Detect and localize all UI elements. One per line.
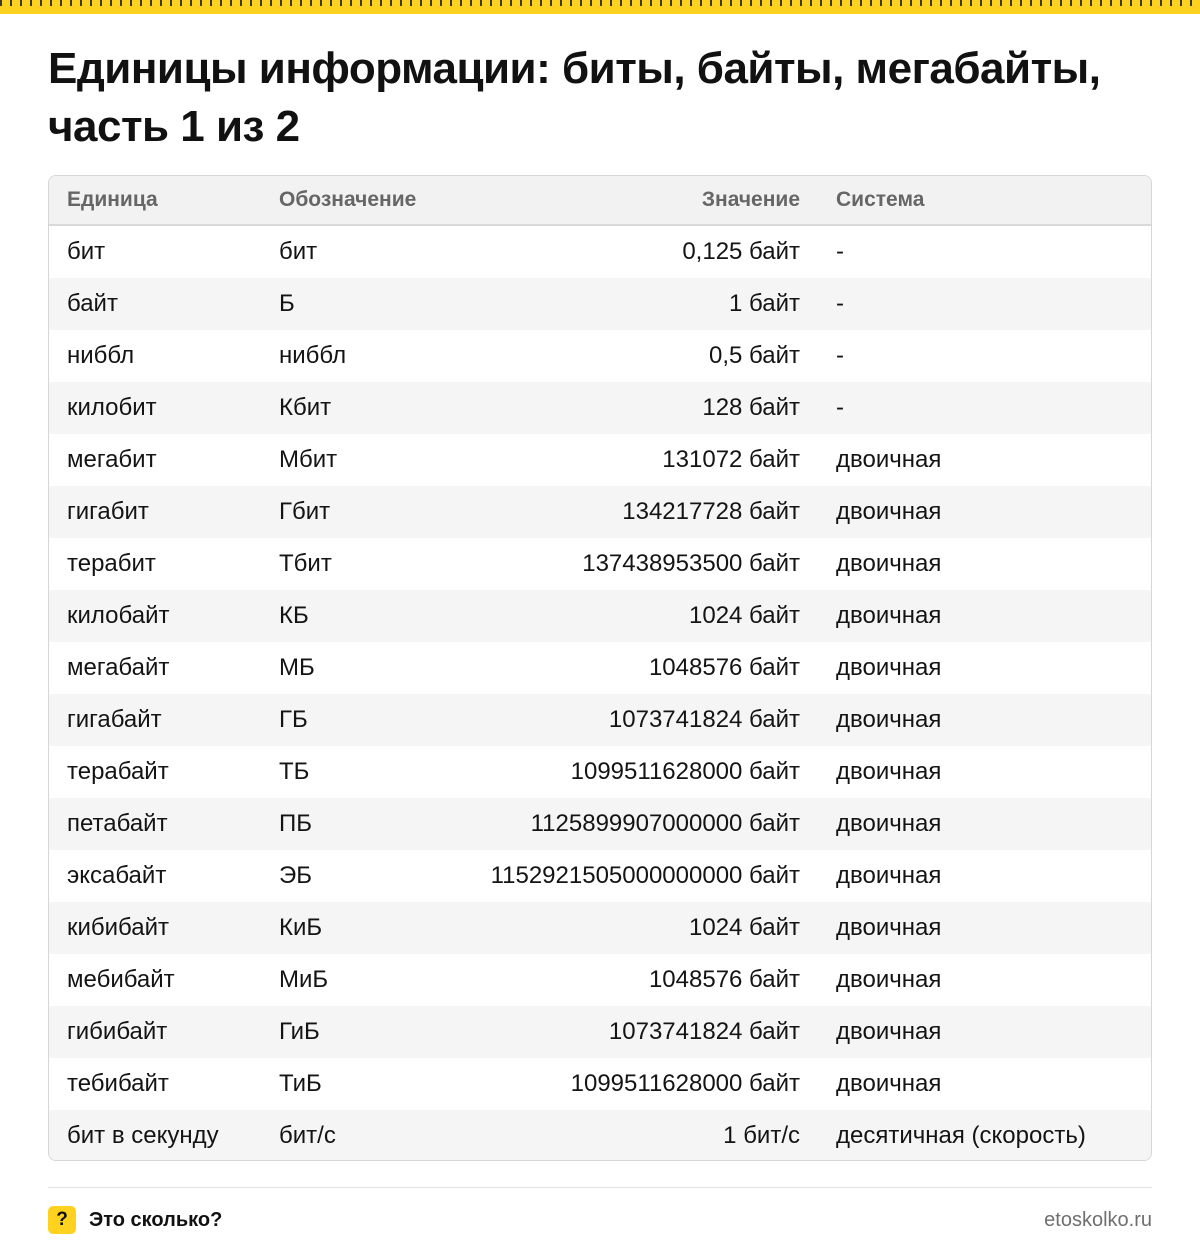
cell-symbol: Мбит bbox=[279, 446, 338, 473]
cell-unit: мебибайт bbox=[67, 966, 175, 993]
cell-value: 134217728 байт bbox=[461, 486, 818, 538]
table-row bbox=[49, 1006, 1151, 1058]
cell-unit: мегабайт bbox=[67, 654, 170, 681]
footer-brand bbox=[48, 1206, 222, 1234]
cell-symbol: Тбит bbox=[279, 550, 332, 577]
cell-symbol: МБ bbox=[279, 654, 315, 681]
cell-value: 1 байт bbox=[461, 278, 818, 330]
table-row bbox=[49, 642, 1151, 694]
cell-symbol: КБ bbox=[261, 590, 461, 642]
site-url: etoskolko.ru bbox=[1044, 1209, 1152, 1231]
cell-system: двоичная bbox=[836, 654, 942, 681]
cell-symbol: ниббл bbox=[279, 342, 347, 369]
cell-unit: гибибайт bbox=[49, 1006, 261, 1058]
table-row bbox=[49, 1110, 1151, 1161]
table-row bbox=[49, 330, 1151, 382]
cell-unit: байт bbox=[49, 278, 261, 330]
table-row bbox=[49, 954, 1151, 1006]
cell-unit: килобайт bbox=[49, 590, 261, 642]
cell-unit: петабайт bbox=[49, 798, 261, 850]
cell-symbol: бит bbox=[279, 238, 318, 265]
cell-value: 1073741824 байт bbox=[461, 1006, 818, 1058]
cell-symbol: ГиБ bbox=[261, 1006, 461, 1058]
cell-system: двоичная bbox=[818, 694, 1151, 746]
cell-system: десятичная (скорость) bbox=[818, 1110, 1151, 1161]
cell-system: двоичная bbox=[836, 550, 942, 577]
cell-system: двоичная bbox=[818, 1006, 1151, 1058]
table-row bbox=[49, 225, 1151, 278]
cell-system: - bbox=[836, 342, 844, 369]
cell-system: - bbox=[818, 382, 1151, 434]
table-row bbox=[49, 694, 1151, 746]
cell-value: 137438953500 байт bbox=[582, 550, 800, 577]
header-symbol: Обозначение bbox=[261, 176, 461, 225]
table-row bbox=[49, 902, 1151, 954]
table-row bbox=[49, 850, 1151, 902]
table-row bbox=[49, 590, 1151, 642]
table-header-row bbox=[49, 176, 1151, 225]
cell-value: 1099511628000 байт bbox=[570, 1070, 800, 1097]
cell-value: 1099511628000 байт bbox=[570, 758, 800, 785]
table-row bbox=[49, 382, 1151, 434]
cell-symbol: Б bbox=[261, 278, 461, 330]
table-row bbox=[49, 278, 1151, 330]
cell-symbol: ЭБ bbox=[279, 862, 312, 889]
cell-value: 128 байт bbox=[461, 382, 818, 434]
cell-unit: бит bbox=[67, 238, 106, 265]
table-body bbox=[49, 225, 1151, 1161]
cell-value: 0,125 байт bbox=[682, 238, 800, 265]
question-badge-icon: ? bbox=[48, 1206, 76, 1234]
cell-unit: мегабит bbox=[67, 446, 157, 473]
cell-symbol: ГБ bbox=[261, 694, 461, 746]
brand-name: Это сколько? bbox=[89, 1208, 223, 1231]
cell-system: двоичная bbox=[836, 1070, 942, 1097]
cell-unit: кибибайт bbox=[49, 902, 261, 954]
cell-unit: гигабит bbox=[49, 486, 261, 538]
units-table bbox=[49, 176, 1151, 1161]
cell-system: двоичная bbox=[818, 902, 1151, 954]
cell-value: 1048576 байт bbox=[648, 654, 800, 681]
cell-value: 1024 байт bbox=[461, 590, 818, 642]
cell-unit: терабайт bbox=[67, 758, 169, 785]
header-system: Система bbox=[818, 176, 1151, 225]
table-row bbox=[49, 538, 1151, 590]
cell-value: 1125899907000000 байт bbox=[461, 798, 818, 850]
cell-value: 1073741824 байт bbox=[461, 694, 818, 746]
cell-system: - bbox=[818, 278, 1151, 330]
cell-system: двоичная bbox=[836, 966, 942, 993]
cell-symbol: Кбит bbox=[261, 382, 461, 434]
cell-symbol: ПБ bbox=[261, 798, 461, 850]
header-unit: Единица bbox=[49, 176, 261, 225]
cell-symbol: ТиБ bbox=[279, 1070, 322, 1097]
cell-unit: тебибайт bbox=[67, 1070, 169, 1097]
footer-divider bbox=[48, 1187, 1152, 1188]
cell-unit: терабит bbox=[67, 550, 156, 577]
cell-symbol: ТБ bbox=[279, 758, 310, 785]
cell-value: 1152921505000000000 байт bbox=[490, 862, 800, 889]
cell-symbol: МиБ bbox=[279, 966, 329, 993]
cell-unit: эксабайт bbox=[67, 862, 167, 889]
header-value: Значение bbox=[461, 176, 818, 225]
cell-system: двоичная bbox=[836, 758, 942, 785]
table-row bbox=[49, 486, 1151, 538]
cell-value: 131072 байт bbox=[662, 446, 800, 473]
cell-value: 1048576 байт bbox=[648, 966, 800, 993]
cell-system: - bbox=[836, 238, 844, 265]
table-row bbox=[49, 434, 1151, 486]
table-row bbox=[49, 746, 1151, 798]
units-table-card bbox=[48, 175, 1152, 1161]
cell-system: двоичная bbox=[836, 446, 942, 473]
cell-symbol: КиБ bbox=[261, 902, 461, 954]
cell-symbol: Гбит bbox=[261, 486, 461, 538]
cell-system: двоичная bbox=[836, 862, 942, 889]
cell-unit: ниббл bbox=[67, 342, 135, 369]
cell-value: 0,5 байт bbox=[709, 342, 800, 369]
cell-value: 1024 байт bbox=[461, 902, 818, 954]
ruler-decoration bbox=[0, 0, 1200, 14]
cell-system: двоичная bbox=[818, 486, 1151, 538]
cell-unit: бит в секунду bbox=[49, 1110, 261, 1161]
page-title: Единицы информации: биты, байты, мегабайты, часть 1 из 2 bbox=[48, 44, 1101, 151]
table-row bbox=[49, 1058, 1151, 1110]
cell-unit: гигабайт bbox=[49, 694, 261, 746]
cell-unit: килобит bbox=[49, 382, 261, 434]
table-row bbox=[49, 798, 1151, 850]
cell-system: двоичная bbox=[818, 798, 1151, 850]
cell-symbol: бит/с bbox=[261, 1110, 461, 1161]
cell-system: двоичная bbox=[818, 590, 1151, 642]
cell-value: 1 бит/с bbox=[461, 1110, 818, 1161]
